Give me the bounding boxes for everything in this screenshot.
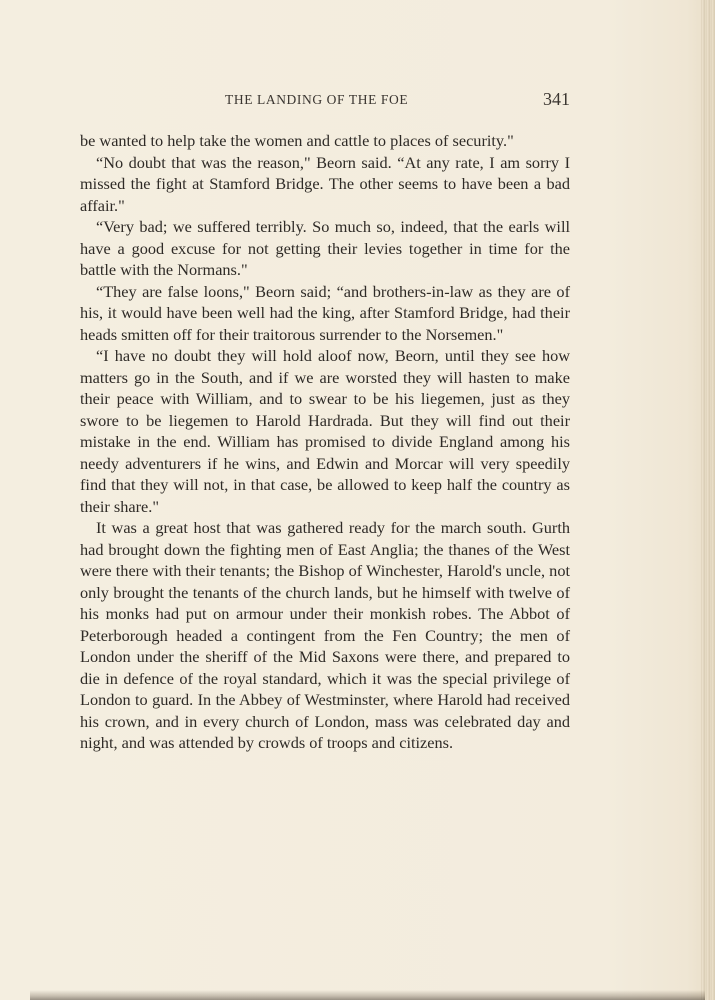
page-bottom-edge	[30, 990, 705, 1000]
paragraph: “I have no doubt they will hold aloof now, Beorn, until they see how matters go in the South, and if we are worsted they will hasten to make their peace with William, and to swear to be his liegemen, just as they swore to be liegemen to Harold Hardrada. But they will find out their mistake in the end. William has promised to divide England among his needy adventurers if he wins, and Edwin and Morcar will very speedily find that they will not, in that case, be allowed to keep half the country as their share."	[80, 346, 570, 516]
paragraph: It was a great host that was gathered ready for the march south. Gurth had brought down the fighting men of East Anglia; the thanes of the West were there with their tenants; the Bishop of Winchester, Harold's uncle, not only brought the tenants of the church lands, but he himself with twelve of his monks had put on armour under their monkish robes. The Abbot of Peterborough headed a contingent from the Fen Country; the men of London under the sheriff of the Mid Saxons were there, and prepared to die in defence of the royal standard, which it was the special privilege of London to guard. In the Abbey of Westminster, where Harold had received his crown, and in every church of London, mass was celebrated day and night, and was attended by crowds of troops and citizens.	[80, 518, 570, 752]
page-number: 341	[543, 89, 570, 109]
body-text	[80, 130, 570, 754]
page-header	[80, 89, 570, 116]
paragraph: “They are false loons," Beorn said; “and brothers-in-law as they are of his, it would have been well had the king, after Stamford Bridge, had their heads smitten off for their traitorous surrender to the Norsemen."	[80, 281, 570, 344]
paragraph: “No doubt that was the reason," Beorn said. “At any rate, I am sorry I missed the fight at Stamford Bridge. The other seems to have been a bad affair."	[80, 152, 570, 215]
paragraph: be wanted to help take the women and cattle to places of security."	[80, 131, 514, 150]
paragraph: “Very bad; we suffered terribly. So much so, indeed, that the earls will have a good excuse for not getting their levies together in time for the battle with the Normans."	[80, 217, 570, 279]
running-head: THE LANDING OF THE FOE	[225, 92, 409, 107]
page-edge	[701, 0, 715, 1000]
